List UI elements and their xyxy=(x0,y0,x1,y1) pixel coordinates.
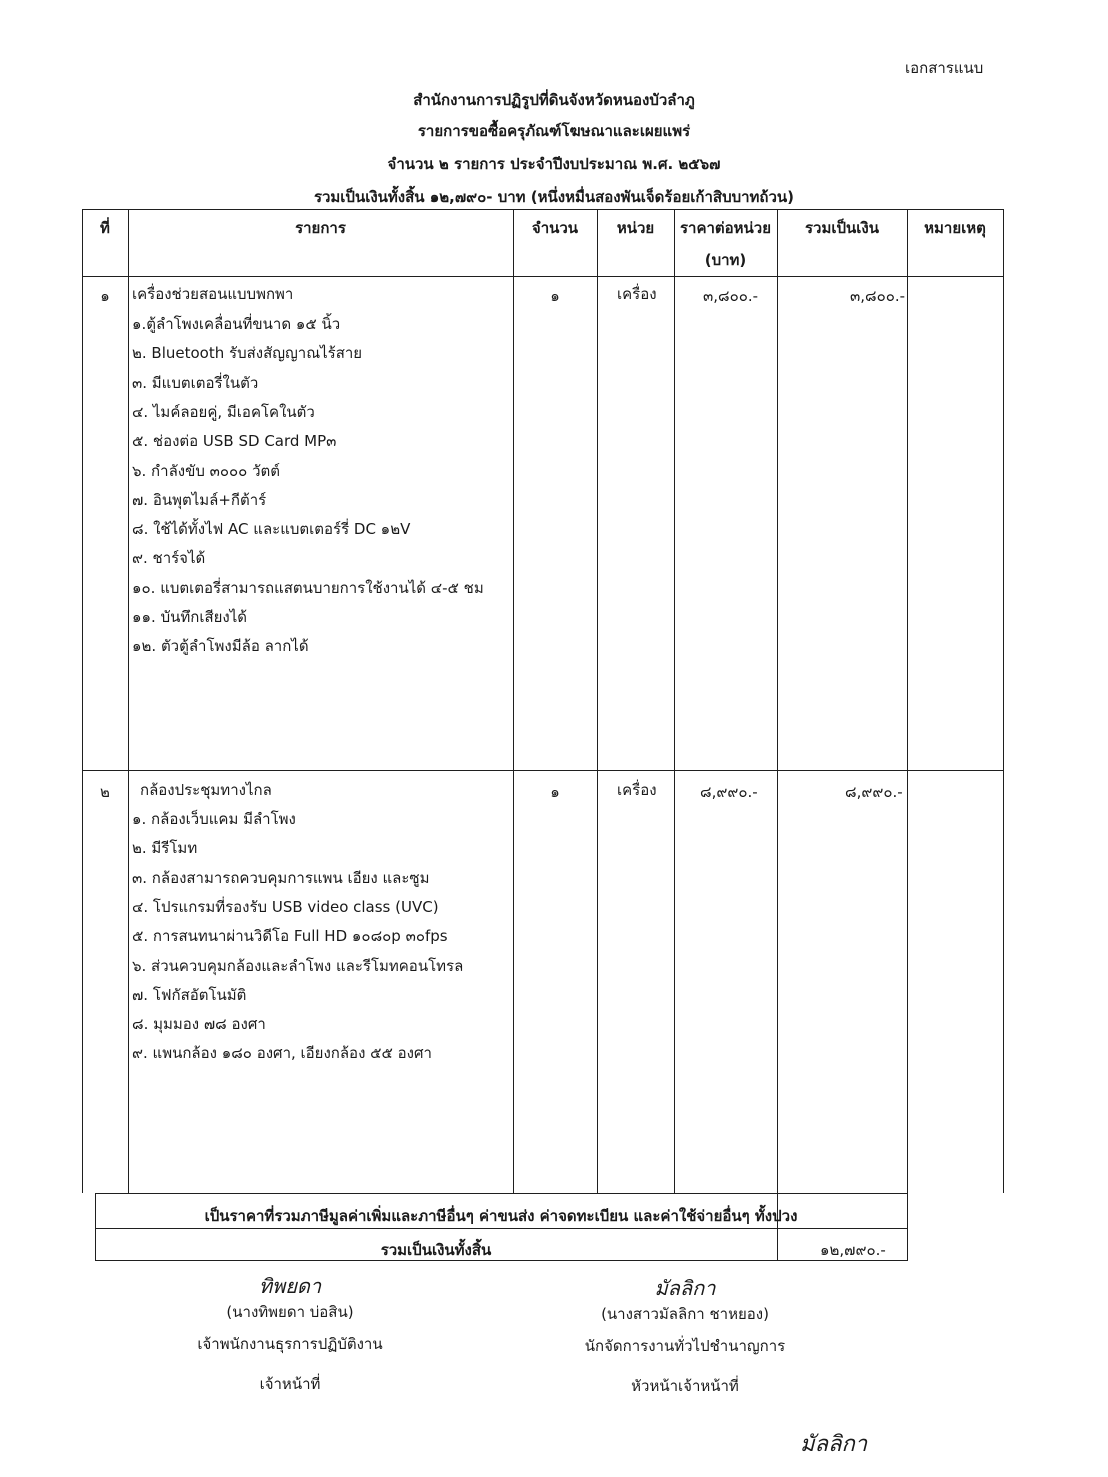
row2-qty: ๑ xyxy=(550,783,560,801)
row1-qty: ๑ xyxy=(550,287,560,305)
row1-no: ๑ xyxy=(100,287,110,305)
signature-1-name: (นางทิพยดา บ่อสิน) xyxy=(226,1303,354,1321)
spec-item: ๓. มีแบตเตอรี่ในตัว xyxy=(132,373,259,392)
spec-item: ๑๒. ตัวตู้ลำโพงมีล้อ ลากได้ xyxy=(132,637,309,656)
signature-1-role: เจ้าหน้าที่ xyxy=(259,1375,321,1393)
header-no: ที่ xyxy=(100,219,110,237)
note-bottom-line xyxy=(95,1228,907,1229)
col-line xyxy=(1003,209,1004,1193)
col-line xyxy=(597,209,598,1193)
col-line xyxy=(777,209,778,1261)
spec-item: ๑. กล้องเว็บแคม มีลำโพง xyxy=(132,810,296,828)
col-line xyxy=(513,209,514,1193)
spec-item: ๒. มีรีโมท xyxy=(132,839,198,858)
spec-item: ๗. อินพุตไมล์+กีต้าร์ xyxy=(132,490,267,509)
header-unit-price-currency: (บาท) xyxy=(704,251,747,269)
col-line xyxy=(674,209,675,1193)
spec-item: ๑๑. บันทึกเสียงได้ xyxy=(132,608,248,626)
spec-item: ๔. โปรแกรมที่รองรับ USB video class (UVC) xyxy=(132,897,439,916)
signature-2-name: (นางสาวมัลลิกา ชาหยอง) xyxy=(601,1305,769,1323)
signature-2-position: นักจัดการงานทั่วไปชำนาญการ xyxy=(584,1337,786,1355)
grand-total-value: ๑๒,๗๙๐.- xyxy=(820,1241,886,1259)
signature-1-handwriting: ทิพยดา xyxy=(258,1274,322,1298)
row1-unit-price: ๓,๘๐๐.- xyxy=(703,287,759,305)
header-item: รายการ xyxy=(295,219,346,237)
spec-item: ๘. ใช้ได้ทั้งไฟ AC และแบตเตอร์รี่ DC ๑๒V xyxy=(132,520,411,539)
spec-item: ๙. แพนกล้อง ๑๘๐ องศา, เอียงกล้อง ๕๕ องศา xyxy=(132,1044,432,1063)
price-inclusion-note: เป็นราคาที่รวมภาษีมูลค่าเพิ่มและภาษีอื่นๆ ค่าขนส่ง ค่าจดทะเบียน และค่าใช้จ่ายอื่นๆ ทั้งปวง xyxy=(204,1207,798,1225)
row1-unit: เครื่อง xyxy=(617,285,657,303)
col-line xyxy=(907,209,908,1261)
row1-total: ๓,๘๐๐.- xyxy=(850,287,906,305)
row1-title: เครื่องช่วยสอนแบบพกพา xyxy=(132,285,294,303)
document-total-summary: รวมเป็นเงินทั้งสิ้น ๑๒,๗๙๐- บาท (หนึ่งหมื่นสองพันเจ็ดร้อยเก้าสิบบาทถ้วน) xyxy=(313,188,795,206)
spec-item: ๖. กำลังขับ ๓๐๐๐ วัตต์ xyxy=(132,461,281,480)
document-title: รายการขอซื้อครุภัณฑ์โฆษณาและเผยแพร่ xyxy=(417,122,691,140)
spec-item: ๔. ไมค์ลอยคู่, มีเอคโคในตัว xyxy=(132,402,315,421)
spec-item: ๗. โฟกัสอัตโนมัติ xyxy=(132,985,247,1004)
spec-item: ๕. ช่องต่อ USB SD Card MP๓ xyxy=(132,432,337,451)
document-subtitle: จำนวน ๒ รายการ ประจำปีงบประมาณ พ.ศ. ๒๕๖๗ xyxy=(387,155,721,173)
header-qty: จำนวน xyxy=(531,219,579,237)
signature-2-role: หัวหน้าเจ้าหน้าที่ xyxy=(631,1377,739,1395)
office-title: สำนักงานการปฏิรูปที่ดินจังหวัดหนองบัวลำภู xyxy=(413,91,695,109)
row2-unit-price: ๘,๙๙๐.- xyxy=(700,783,758,801)
attachment-label: เอกสารแนบ xyxy=(905,59,984,77)
signature-1-position: เจ้าพนักงานธุรการปฏิบัติงาน xyxy=(197,1335,383,1353)
spec-item: ๓. กล้องสามารถควบคุมการแพน เอียง และซูม xyxy=(132,868,430,887)
row2-total: ๘,๙๙๐.- xyxy=(845,783,903,801)
row2-unit: เครื่อง xyxy=(617,781,657,799)
header-total: รวมเป็นเงิน xyxy=(805,219,879,237)
corner-initials: มัลลิกา xyxy=(800,1432,868,1457)
spec-item: ๖. ส่วนควบคุมกล้องและลำโพง และรีโมทคอนโทรล xyxy=(132,956,464,975)
header-bottom-line xyxy=(82,276,1004,277)
col-line xyxy=(128,209,129,1193)
row2-no: ๒ xyxy=(100,783,110,801)
signature-2-handwriting: มัลลิกา xyxy=(654,1276,716,1300)
spec-item: ๑๐. แบตเตอรี่สามารถแสตนบายการใช้งานได้ ๔-๕ ชม xyxy=(132,578,484,597)
grand-total-label: รวมเป็นเงินทั้งสิ้น xyxy=(380,1241,492,1259)
spec-item: ๕. การสนทนาผ่านวิดีโอ Full HD ๑๐๘๐p ๓๐fps xyxy=(132,927,448,946)
header-remark: หมายเหตุ xyxy=(924,219,986,237)
spec-item: ๒. Bluetooth รับส่งสัญญาณไร้สาย xyxy=(132,344,363,363)
note-top-line xyxy=(95,1193,907,1194)
header-unit: หน่วย xyxy=(616,219,655,237)
row-divider xyxy=(82,770,1004,771)
header-unit-price: ราคาต่อหน่วย xyxy=(679,219,772,237)
row2-title: กล้องประชุมทางไกล xyxy=(140,781,272,799)
spec-item: ๘. มุมมอง ๗๘ องศา xyxy=(132,1015,266,1034)
spec-item: ๑.ตู้ลำโพงเคลื่อนที่ขนาด ๑๕ นิ้ว xyxy=(132,315,341,333)
col-line xyxy=(82,209,83,1193)
spec-item: ๙. ชาร์จได้ xyxy=(132,549,206,568)
table-border-top xyxy=(82,209,1004,210)
